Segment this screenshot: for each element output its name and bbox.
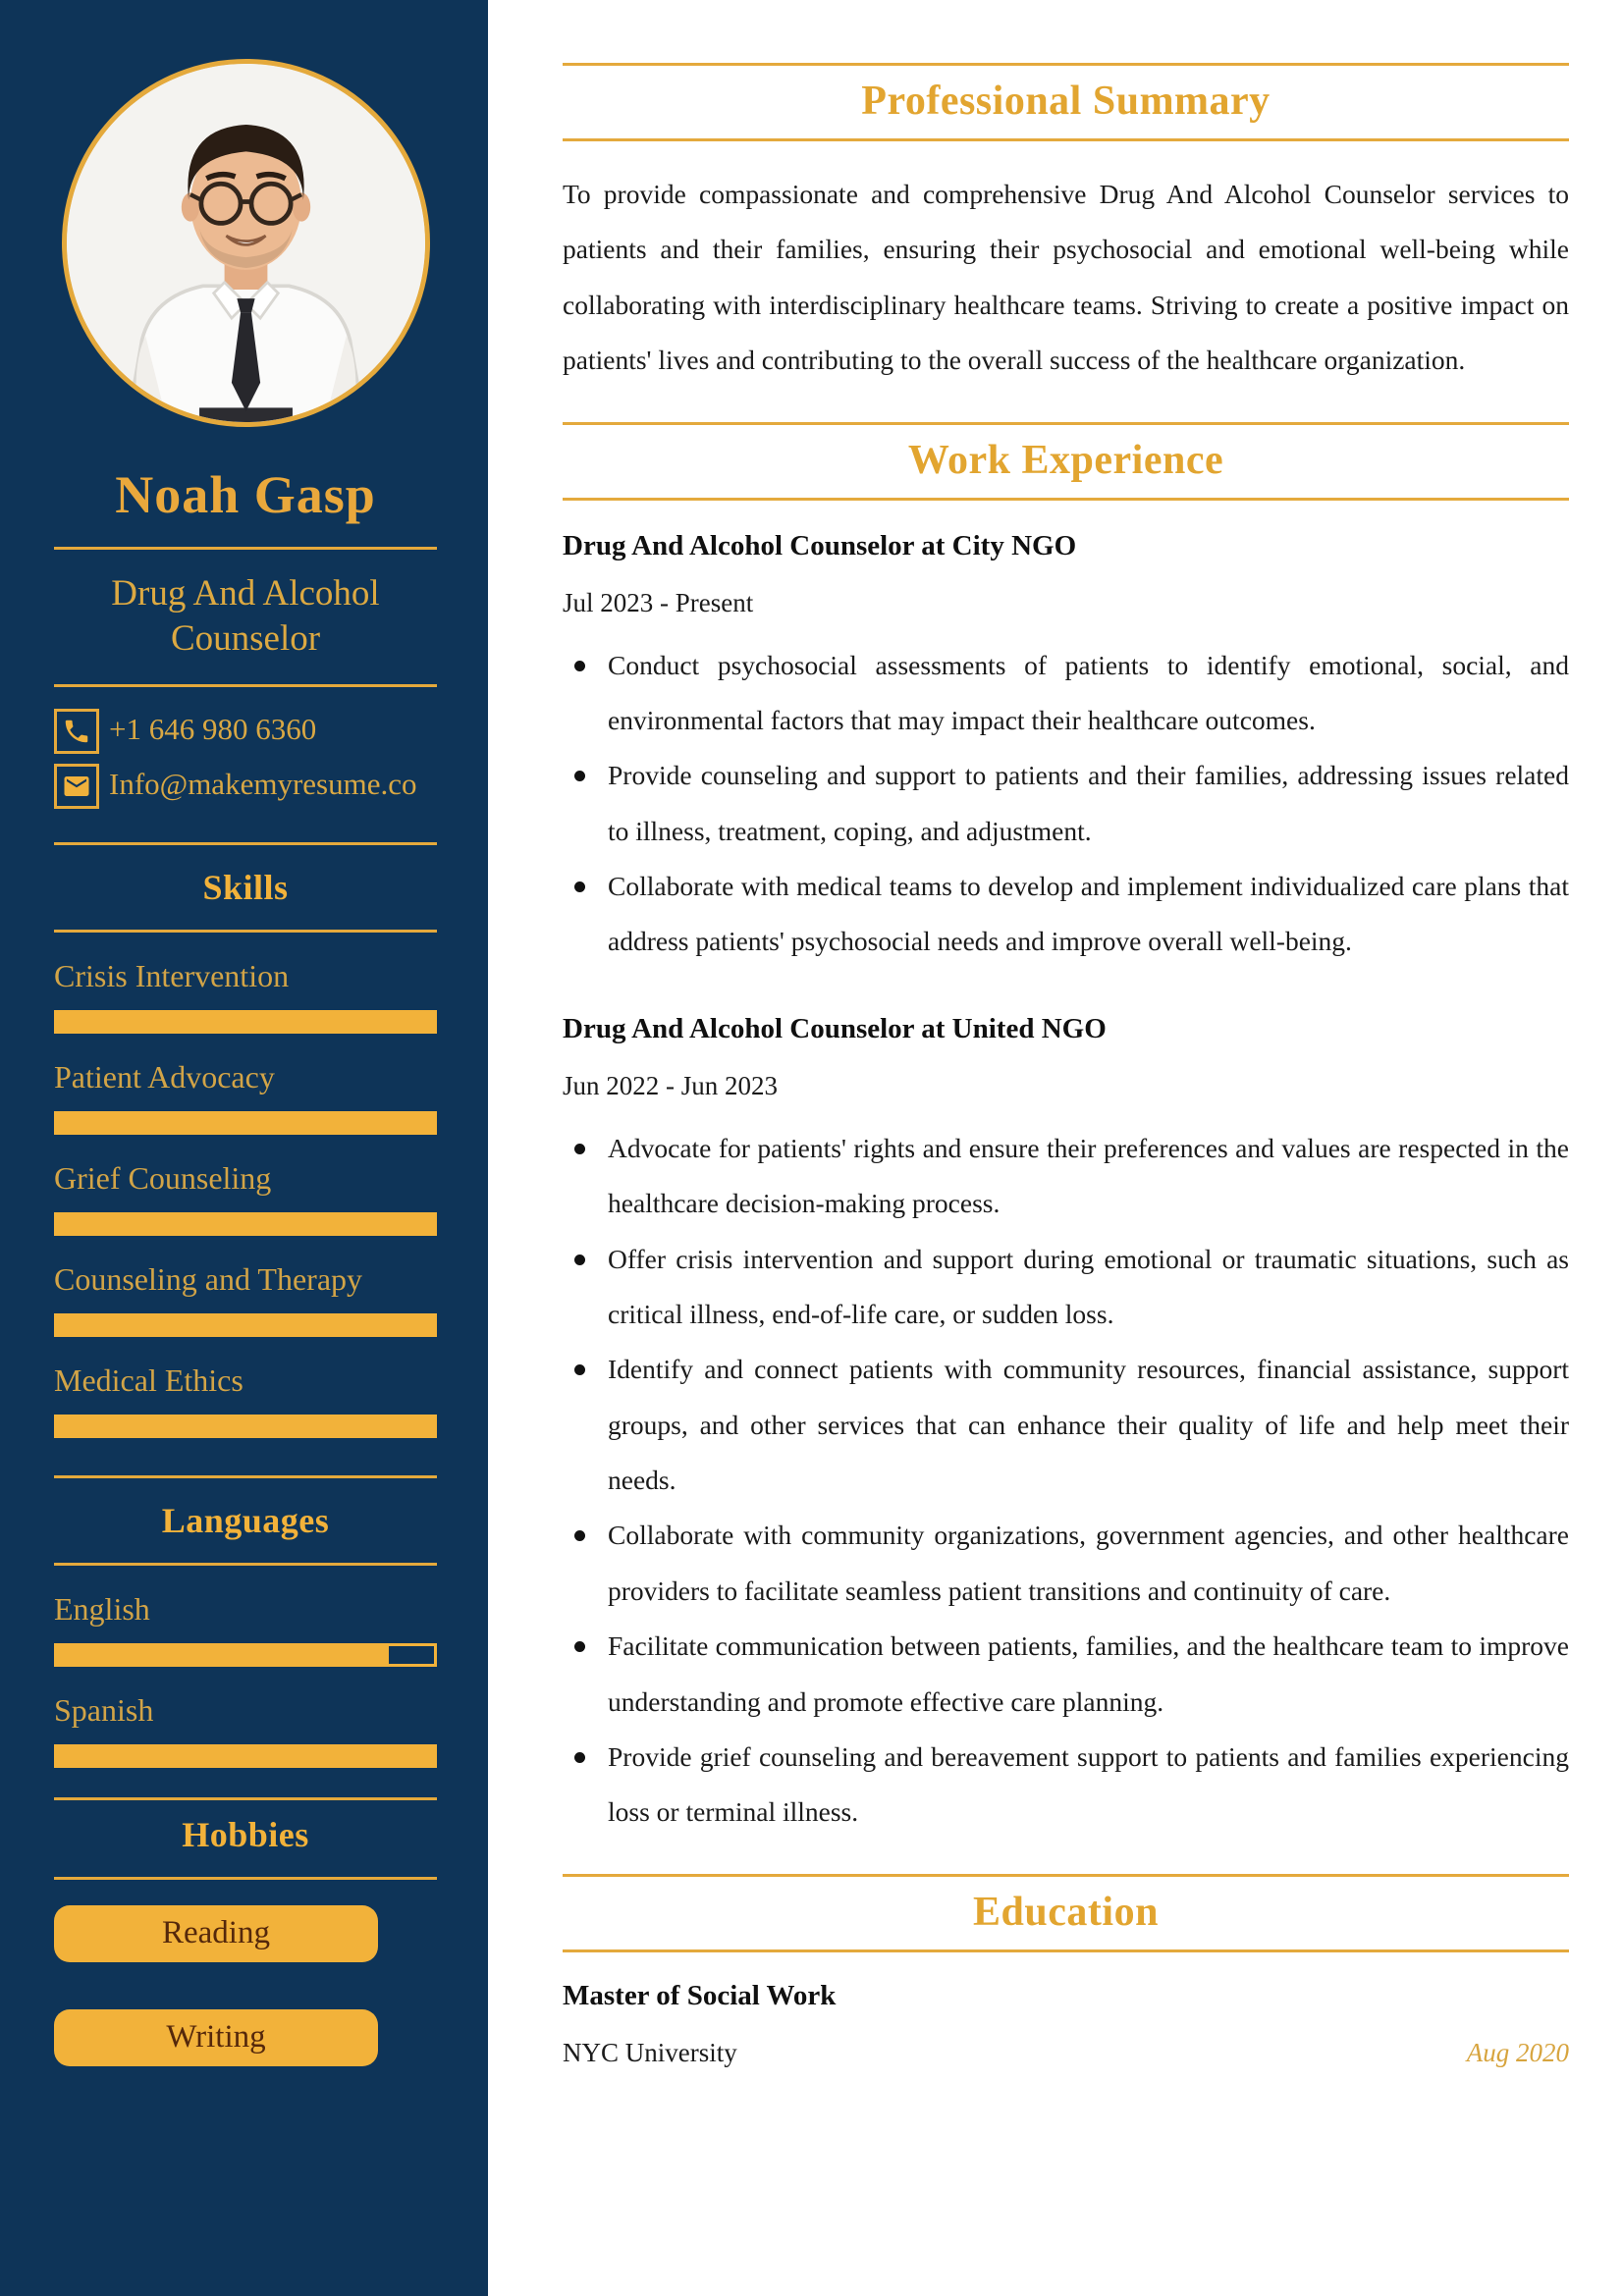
skill-bar-fill [57,1215,434,1233]
main-content [488,0,1623,2296]
skill-bar-track [54,1313,437,1337]
divider [54,1877,437,1880]
contact-section [54,709,437,809]
job-bullet: Provide grief counseling and bereavement support to patients and families experiencing loss or terminal illness. [563,1730,1569,1841]
skills-header: Skills [202,867,289,907]
section-rule [563,138,1569,141]
education-row [563,2038,1569,2068]
job-dates: Jul 2023 - Present [563,587,754,617]
section-rule [563,1949,1569,1952]
summary-section [563,63,1569,389]
skill-bar-fill [57,1114,434,1132]
skill-bar-fill [57,1013,434,1031]
job-bullet: Identify and connect patients with community resources, financial assistance, support groups, and other services that can enhance their quality of life and help meet their needs. [563,1342,1569,1508]
language-bar-track [54,1744,437,1768]
education-degree: Master of Social Work [563,1979,837,2011]
language-bar-fill [57,1646,389,1664]
summary-text: To provide compassionate and comprehensive Drug And Alcohol Counselor services to patients and their families, ensuring their psychosocial and emotional well-being while collaborating with interdisciplinary healthcare teams. Striving to create a positive impact on patients' lives and contributing to the overall success of the healthcare organization. [563,179,1569,376]
job-entry [563,530,1569,970]
job-bullet: Collaborate with community organizations, government agencies, and other healthcare providers to facilitate seamless patient transitions and continuity of care. [563,1508,1569,1619]
language-bar-fill [57,1747,434,1765]
divider [54,547,437,550]
language-label: English [54,1590,150,1627]
skill-bar-fill [57,1417,434,1435]
skills-list [54,958,437,1438]
divider [54,1797,437,1800]
divider [54,1563,437,1566]
candidate-name: Noah Gasp [115,465,376,524]
skill-bar-track [54,1010,437,1034]
profile-photo-illustration [67,64,425,422]
language-item [54,1692,437,1768]
profile-photo [62,59,430,427]
job-bullet: Provide counseling and support to patients and their families, addressing issues related to illness, treatment, coping, and adjustment. [563,748,1569,859]
language-item [54,1591,437,1667]
skill-label: Patient Advocacy [54,1058,275,1095]
section-rule [563,498,1569,501]
languages-header: Languages [161,1500,330,1540]
divider [54,1475,437,1478]
job-bullet: Advocate for patients' rights and ensure their preferences and values are respected in the healthcare decision-making process. [563,1121,1569,1232]
skill-label: Grief Counseling [54,1159,272,1196]
job-bullet: Offer crisis intervention and support during emotional or traumatic situations, such as critical illness, end-of-life care, or sudden loss. [563,1232,1569,1343]
phone-row [54,709,437,754]
skill-bar-track [54,1111,437,1135]
hobby-chip: Writing [54,2009,378,2066]
work-experience-section [563,422,1569,1841]
section-rule [563,1874,1569,1877]
email-address: Info@makemyresume.co [109,766,417,801]
languages-list [54,1591,437,1768]
language-label: Spanish [54,1691,154,1728]
phone-icon [54,709,99,754]
hobbies-header: Hobbies [182,1814,309,1854]
skill-bar-track [54,1212,437,1236]
job-title: Drug And Alcohol Counselor at City NGO [563,529,1077,561]
job-bullet: Collaborate with medical teams to develop and implement individualized care plans that address patients' psychosocial needs and improve overall well-being. [563,859,1569,970]
divider [54,684,437,687]
skill-item [54,1362,437,1438]
email-icon [54,764,99,809]
job-bullet: Conduct psychosocial assessments of patients to identify emotional, social, and environmental factors that may impact their healthcare outcomes. [563,638,1569,749]
job-title: Drug And Alcohol Counselor at United NGO [563,1012,1107,1044]
skill-item [54,1261,437,1337]
hobby-chip: Reading [54,1905,378,1962]
skill-item [54,1160,437,1236]
summary-heading: Professional Summary [861,79,1271,124]
phone-number: +1 646 980 6360 [109,711,317,746]
divider [54,930,437,933]
job-bullet-list [563,638,1569,970]
work-experience-heading: Work Experience [907,437,1224,483]
job-entry [563,1013,1569,1841]
skill-bar-track [54,1415,437,1438]
education-section [563,1874,1569,2068]
section-rule [563,422,1569,425]
candidate-job-title: Drug And Alcohol Counselor [111,573,380,660]
hobbies-list [54,1905,437,2066]
education-heading: Education [973,1889,1159,1935]
skill-label: Medical Ethics [54,1362,243,1398]
education-date: Aug 2020 [1466,2037,1569,2067]
skill-bar-fill [57,1316,434,1334]
job-bullet: Facilitate communication between patients, families, and the healthcare team to improve understanding and promote effective care planning. [563,1619,1569,1730]
email-row [54,764,437,809]
skill-label: Crisis Intervention [54,957,290,993]
skill-item [54,958,437,1034]
language-bar-track [54,1643,437,1667]
skill-item [54,1059,437,1135]
section-rule [563,63,1569,66]
skill-label: Counseling and Therapy [54,1260,363,1297]
sidebar [0,0,488,2296]
divider [54,842,437,845]
job-bullet-list [563,1121,1569,1841]
education-school: NYC University [563,2037,737,2067]
job-dates: Jun 2022 - Jun 2023 [563,1070,779,1100]
